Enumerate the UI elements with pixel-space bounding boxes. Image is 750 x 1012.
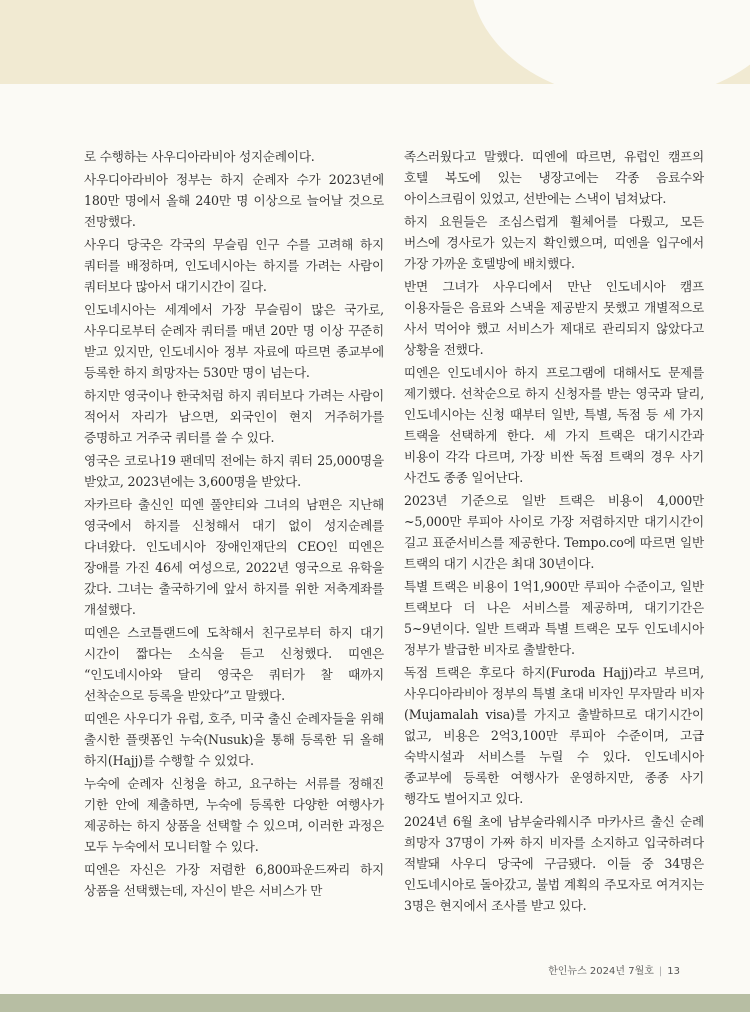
- article-paragraph: 하지만 영국이나 한국처럼 하지 쿼터보다 가려는 사람이 적어서 자리가 남으면, 외국인이 현지 거주허가를 증명하고 거주국 쿼터를 쓸 수 있다.: [84, 388, 384, 445]
- article-paragraph: 인도네시아는 세계에서 가장 무슬림이 많은 국가로, 사우디로부터 순례자 쿼터를 매년 20만 명 이상 꾸준히 받고 있지만, 인도네시아 정부 자료에 따르면 종교부에 등록한 하지 희망자는 530만 명이 넘는다.: [84, 302, 384, 380]
- article-paragraph: 독점 트랙은 후로다 하지(Furoda Hajj)라고 부르며, 사우디아라비아 정부의 특별 초대 비자인 무자말라 비자(Mujamalah visa)를 가지고 출발하므로 대기시간이 없고, 비용은 2억3,100만 루피아 수준이며, 고급 숙박시설과 서비스를 누릴 수 있다. 인도네시아 종교부에 등록한 여행사가 운영하지만, 종종 사기 행각도 벌어지고 있다.: [404, 665, 704, 806]
- top-decorative-circle: [470, 0, 750, 100]
- article-paragraph: 사우디아라비아 정부는 하지 순례자 수가 2023년에 180만 명에서 올해 240만 명 이상으로 늘어날 것으로 전망했다.: [84, 172, 384, 229]
- article-paragraph: 영국은 코로나19 팬데믹 전에는 하지 쿼터 25,000명을 받았고, 2023년에는 3,600명을 받았다.: [84, 453, 384, 489]
- article-column-left: [84, 146, 384, 903]
- article-paragraph: 하지 요원들은 조심스럽게 휠체어를 다뤘고, 모든 버스에 경사로가 있는지 확인했으며, 띠엔을 입구에서 가장 가까운 호텔방에 배치했다.: [404, 214, 704, 271]
- article-paragraph: 띠엔은 사우디가 유럽, 호주, 미국 출신 순례자들을 위해 출시한 플랫폼인 누숙(Nusuk)을 통해 등록한 뒤 올해 하지(Hajj)를 수행할 수 있었다.: [84, 711, 384, 768]
- article-paragraph: 특별 트랙은 비용이 1억1,900만 루피아 수준이고, 일반 트랙보다 더 나은 서비스를 제공하며, 대기기간은 5~9년이다. 일반 트랙과 특별 트랙은 모두 인도네시아 정부가 발급한 비자로 출발한다.: [404, 579, 704, 657]
- article-paragraph: 족스러웠다고 말했다. 띠엔에 따르면, 유럽인 캠프의 호텔 복도에 있는 냉장고에는 각종 음료수와 아이스크림이 있었고, 선반에는 스낵이 넘쳐났다.: [404, 149, 704, 206]
- article-paragraph: 띠엔은 스코틀랜드에 도착해서 친구로부터 하지 대기 시간이 짧다는 소식을 듣고 신청했다. 띠엔은 “인도네시아와 달리 영국은 쿼터가 찰 때까지 선착순으로 등록을 받았다”고 말했다.: [84, 625, 384, 703]
- article-paragraph: 띠엔은 자신은 가장 저렴한 6,800파운드짜리 하지 상품을 선택했는데, 자신이 받은 서비스가 만: [84, 862, 384, 898]
- article-paragraph: 누숙에 순례자 신청을 하고, 요구하는 서류를 정해진 기한 안에 제출하면, 누숙에 등록한 다양한 여행사가 제공하는 하지 상품을 선택할 수 있으며, 이러한 과정은 모두 누숙에서 모니터할 수 있다.: [84, 776, 384, 854]
- article-paragraph: 반면 그녀가 사우디에서 만난 인도네시아 캠프 이용자들은 음료와 스낵을 제공받지 못했고 개별적으로 사서 먹어야 했고 서비스가 제대로 관리되지 않았다고 상황을 전했다.: [404, 279, 704, 357]
- article-column-right: [404, 146, 704, 918]
- article-paragraph: 띠엔은 인도네시아 하지 프로그램에 대해서도 문제를 제기했다. 선착순으로 하지 신청자를 받는 영국과 달리, 인도네시아는 신청 때부터 일반, 특별, 독점 등 세 가지 트랙을 선택하게 한다. 세 가지 트랙은 대기시간과 비용이 각각 다르며, 가장 비싼 독점 트랙의 경우 사기 사건도 종종 일어난다.: [404, 365, 704, 485]
- article-paragraph: 로 수행하는 사우디아라비아 성지순례이다.: [84, 149, 315, 164]
- article-paragraph: 자카르타 출신인 띠엔 풀얀티와 그녀의 남편은 지난해 영국에서 하지를 신청해서 대기 없이 성지순례를 다녀왔다. 인도네시아 장애인재단의 CEO인 띠엔은 장애를 가진 46세 여성으로, 2022년 영국으로 유학을 갔다. 그녀는 출국하기에 앞서 하지를 위한 저축계좌를 개설했다.: [84, 497, 384, 617]
- publication-name: 한인뉴스 2024년 7월호: [548, 966, 654, 977]
- bottom-decorative-band: [0, 994, 750, 1012]
- article-paragraph: 2023년 기준으로 일반 트랙은 비용이 4,000만~5,000만 루피아 사이로 가장 저렴하지만 대기시간이 길고 표준서비스를 제공한다. Tempo.co에 따르면 일반 트랙의 대기 시간은 최대 30년이다.: [404, 493, 704, 571]
- footer-separator: |: [658, 966, 663, 977]
- article-paragraph: 2024년 6월 초에 남부술라웨시주 마카사르 출신 순례 희망자 37명이 가짜 하지 비자를 소지하고 입국하려다 적발돼 사우디 당국에 구금됐다. 이들 중 34명은 인도네시아로 돌아갔고, 불법 계획의 주모자로 여겨지는 3명은 현지에서 조사를 받고 있다.: [404, 814, 704, 913]
- page-number: 13: [667, 966, 680, 977]
- article-paragraph: 사우디 당국은 각국의 무슬림 인구 수를 고려해 하지 쿼터를 배정하며, 인도네시아는 하지를 가려는 사람이 쿼터보다 많아서 대기시간이 길다.: [84, 237, 384, 294]
- page-footer: [548, 962, 680, 977]
